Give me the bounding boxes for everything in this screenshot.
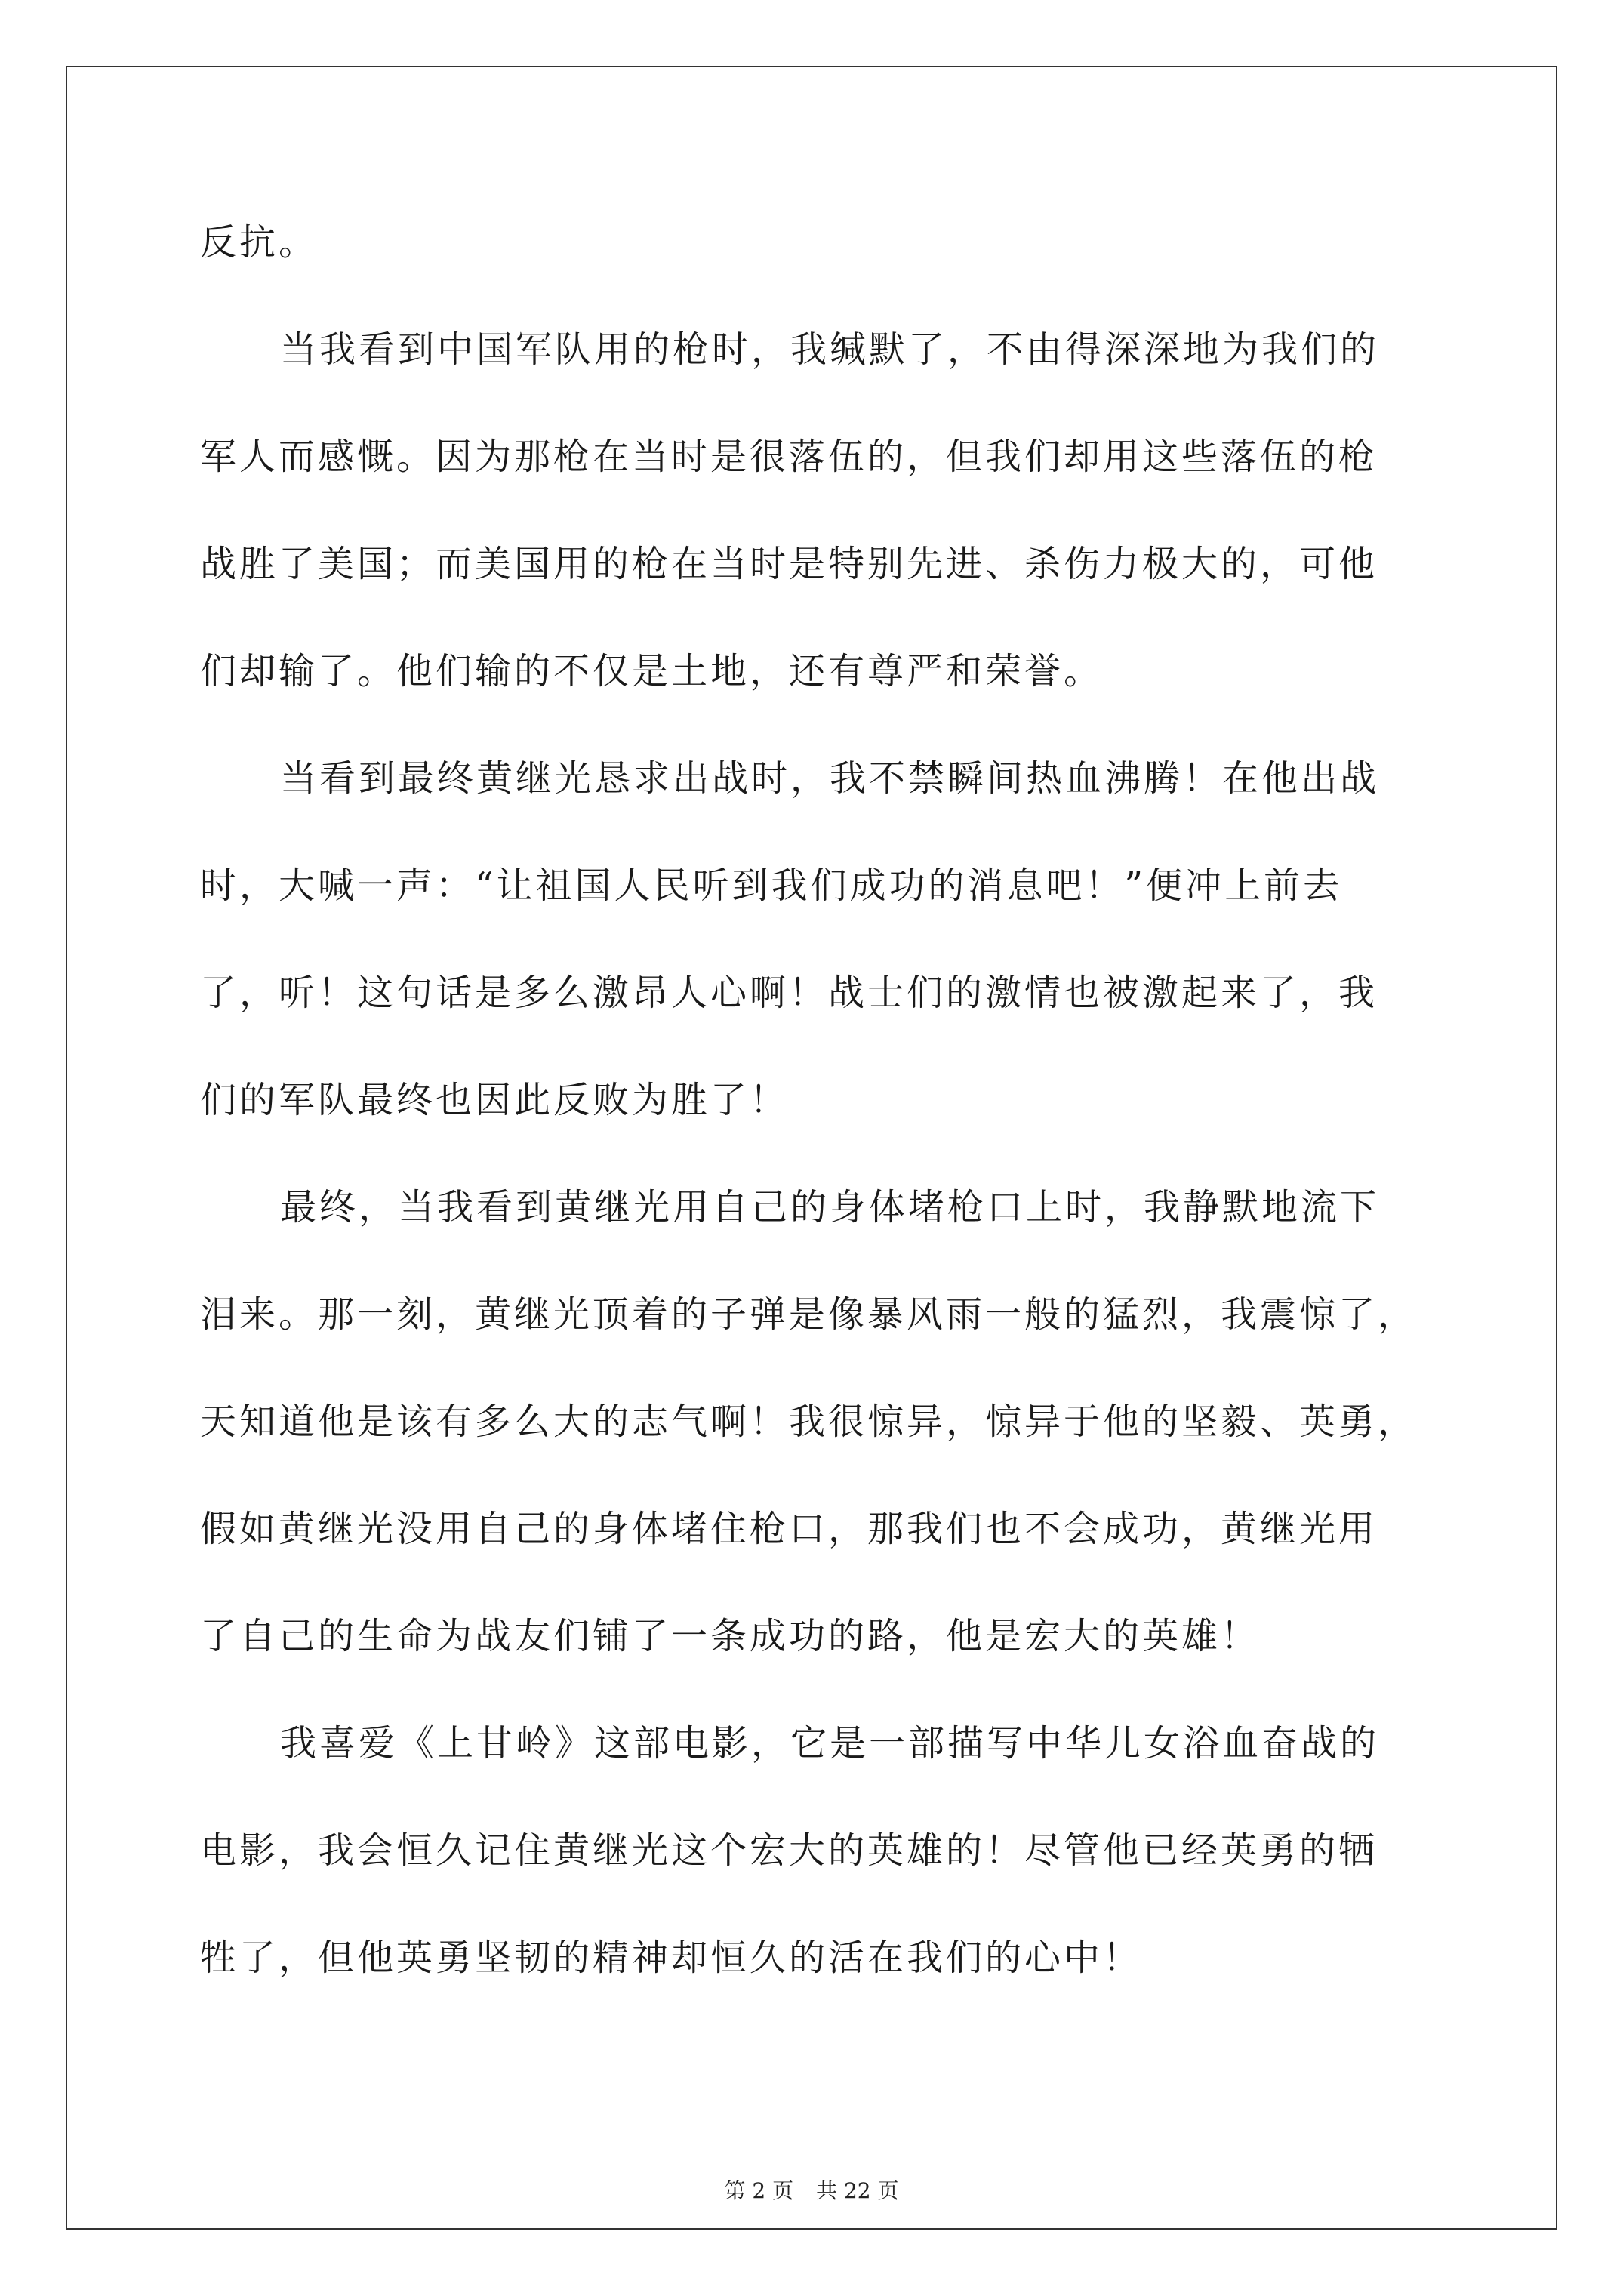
text-line: 电影，我会恒久记住黄继光这个宏大的英雄的！尽管他已经英勇的牺 [200,1829,1378,1872]
text-line: 军人而感慨。因为那枪在当时是很落伍的，但我们却用这些落伍的枪 [200,436,1378,478]
text-line: 时，大喊一声：“让祖国人民听到我们成功的消息吧！”便冲上前去 [200,864,1343,907]
text-line: 泪来。那一刻，黄继光顶着的子弹是像暴风雨一般的猛烈，我震惊了， [200,1293,1418,1336]
page-footer [0,2174,1623,2205]
text-line: 战胜了美国；而美国用的枪在当时是特别先进、杀伤力极大的，可他 [200,543,1378,585]
page-number: 第 2 页 [724,2178,794,2203]
page-total: 共 22 页 [816,2178,899,2203]
text-line: 假如黄继光没用自己的身体堵住枪口，那我们也不会成功，黄继光用 [200,1508,1378,1550]
text-line: 了自己的生命为战友们铺了一条成功的路，他是宏大的英雄！ [200,1615,1261,1657]
document-body [200,189,1438,2011]
text-line: 们的军队最终也因此反败为胜了！ [200,1079,790,1121]
text-line: 们却输了。他们输的不仅是土地，还有尊严和荣誉。 [200,650,1104,692]
text-line: 我喜爱《上甘岭》这部电影，它是一部描写中华儿女浴血奋战的 [280,1722,1380,1764]
text-line: 了，听！这句话是多么激昂人心啊！战士们的激情也被激起来了，我 [200,972,1378,1014]
text-line: 反抗。 [200,221,319,264]
text-line: 当我看到中国军队用的枪时，我缄默了，不由得深深地为我们的 [280,328,1380,371]
text-line: 最终，当我看到黄继光用自己的身体堵枪口上时，我静默地流下 [280,1186,1380,1228]
text-line: 牲了，但他英勇坚韧的精神却恒久的活在我们的心中！ [200,1937,1143,1979]
text-line: 天知道他是该有多么大的志气啊！我很惊异，惊异于他的坚毅、英勇， [200,1401,1418,1443]
text-line: 当看到最终黄继光恳求出战时，我不禁瞬间热血沸腾！在他出战 [280,757,1380,800]
